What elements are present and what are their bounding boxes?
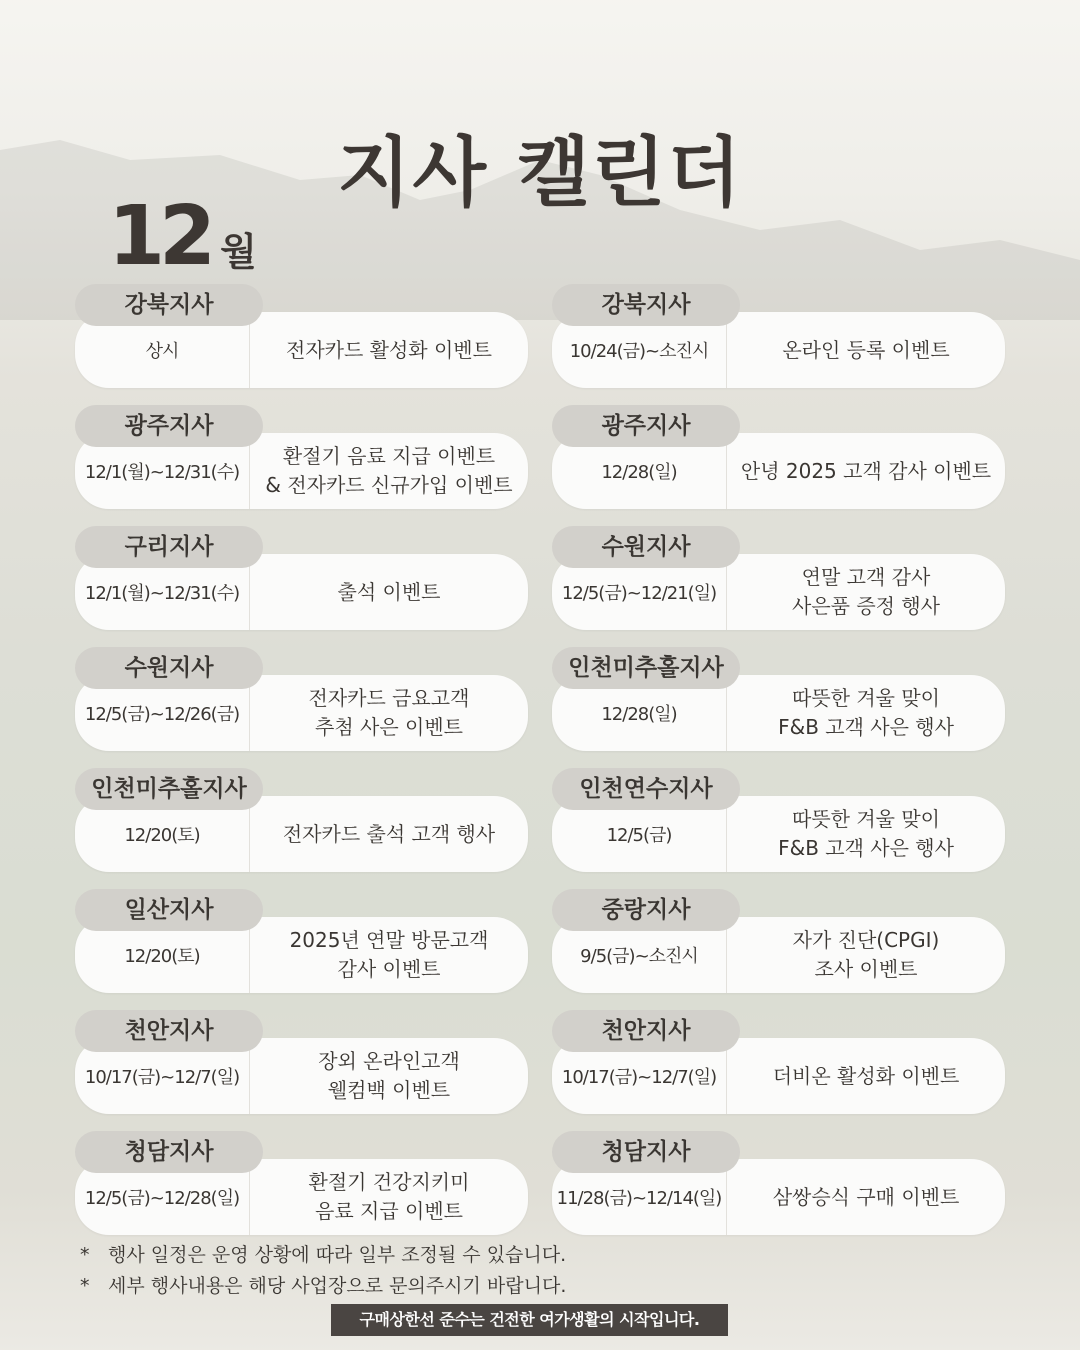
event-card <box>75 526 528 630</box>
event-date: 10/24(금)~소진시 <box>552 312 727 388</box>
event-date: 12/1(월)~12/31(수) <box>75 433 250 509</box>
event-card <box>552 284 1005 388</box>
event-title: 따뜻한 겨울 맞이 F&B 고객 사은 행사 <box>778 686 954 739</box>
event-title: 환절기 건강지키미 음료 지급 이벤트 <box>308 1170 470 1223</box>
event-date: 12/5(금)~12/28(일) <box>75 1159 250 1235</box>
event-card <box>75 1131 528 1235</box>
notes <box>80 1240 566 1302</box>
event-title: 연말 고객 감사 사은품 증정 행사 <box>792 565 940 618</box>
event-date: 11/28(금)~12/14(일) <box>552 1159 727 1235</box>
event-title: 전자카드 활성화 이벤트 <box>286 337 492 362</box>
footer-banner: 구매상한선 준수는 건전한 여가생활의 시작입니다. <box>331 1304 728 1336</box>
event-title: 전자카드 금요고객 추첨 사은 이벤트 <box>308 686 470 739</box>
branch-tag: 중랑지사 <box>552 889 740 931</box>
event-card <box>75 647 528 751</box>
event-date: 9/5(금)~소진시 <box>552 917 727 993</box>
event-title: 자가 진단(CPGI) 조사 이벤트 <box>792 928 940 981</box>
event-card <box>552 526 1005 630</box>
event-card <box>552 768 1005 872</box>
note-marker: * <box>80 1244 90 1266</box>
branch-tag: 청담지사 <box>75 1131 263 1173</box>
note-text: 행사 일정은 운영 상황에 따라 일부 조정될 수 있습니다. <box>108 1244 567 1266</box>
branch-tag: 수원지사 <box>75 647 263 689</box>
event-title: 따뜻한 겨울 맞이 F&B 고객 사은 행사 <box>778 807 954 860</box>
event-title: 안녕 2025 고객 감사 이벤트 <box>740 458 992 483</box>
note-text: 세부 행사내용은 해당 사업장으로 문의주시기 바랍니다. <box>108 1275 567 1297</box>
event-card <box>552 647 1005 751</box>
event-date: 12/28(일) <box>552 675 727 751</box>
event-card <box>552 889 1005 993</box>
event-card <box>75 889 528 993</box>
event-date: 12/5(금) <box>552 796 727 872</box>
branch-tag: 강북지사 <box>552 284 740 326</box>
event-title: 장외 온라인고객 웰컴백 이벤트 <box>318 1049 460 1102</box>
month-number: 12 <box>108 189 211 284</box>
event-title: 2025년 연말 방문고객 감사 이벤트 <box>289 928 489 981</box>
branch-tag: 강북지사 <box>75 284 263 326</box>
branch-tag: 구리지사 <box>75 526 263 568</box>
branch-tag: 인천미추홀지사 <box>75 768 263 810</box>
branch-tag: 천안지사 <box>552 1010 740 1052</box>
month-unit: 월 <box>220 230 257 274</box>
branch-tag: 인천연수지사 <box>552 768 740 810</box>
event-date: 10/17(금)~12/7(일) <box>75 1038 250 1114</box>
event-date: 10/17(금)~12/7(일) <box>552 1038 727 1114</box>
page-title: 지사 캘린더 <box>337 128 743 217</box>
event-card <box>75 284 528 388</box>
event-title: 출석 이벤트 <box>337 579 441 604</box>
branch-tag: 광주지사 <box>552 405 740 447</box>
event-date: 상시 <box>75 312 250 388</box>
event-date: 12/1(월)~12/31(수) <box>75 554 250 630</box>
branch-tag: 청담지사 <box>552 1131 740 1173</box>
event-card <box>75 1010 528 1114</box>
note-marker: * <box>80 1275 90 1297</box>
event-date: 12/28(일) <box>552 433 727 509</box>
note-item <box>80 1240 566 1271</box>
event-card <box>552 405 1005 509</box>
event-card <box>552 1010 1005 1114</box>
event-title: 환절기 음료 지급 이벤트 & 전자카드 신규가입 이벤트 <box>265 444 513 497</box>
event-title: 삼쌍승식 구매 이벤트 <box>772 1184 960 1209</box>
event-title: 전자카드 출석 고객 행사 <box>282 821 496 846</box>
event-grid <box>75 284 1005 1235</box>
branch-tag: 인천미추홀지사 <box>552 647 740 689</box>
event-card <box>552 1131 1005 1235</box>
event-card <box>75 405 528 509</box>
note-item <box>80 1271 566 1302</box>
branch-tag: 수원지사 <box>552 526 740 568</box>
event-title: 온라인 등록 이벤트 <box>782 337 950 362</box>
event-title: 더비온 활성화 이벤트 <box>772 1063 960 1088</box>
event-date: 12/5(금)~12/21(일) <box>552 554 727 630</box>
branch-tag: 일산지사 <box>75 889 263 931</box>
event-date: 12/20(토) <box>75 796 250 872</box>
event-date: 12/5(금)~12/26(금) <box>75 675 250 751</box>
month-label <box>108 189 257 284</box>
branch-tag: 천안지사 <box>75 1010 263 1052</box>
event-card <box>75 768 528 872</box>
event-date: 12/20(토) <box>75 917 250 993</box>
branch-tag: 광주지사 <box>75 405 263 447</box>
